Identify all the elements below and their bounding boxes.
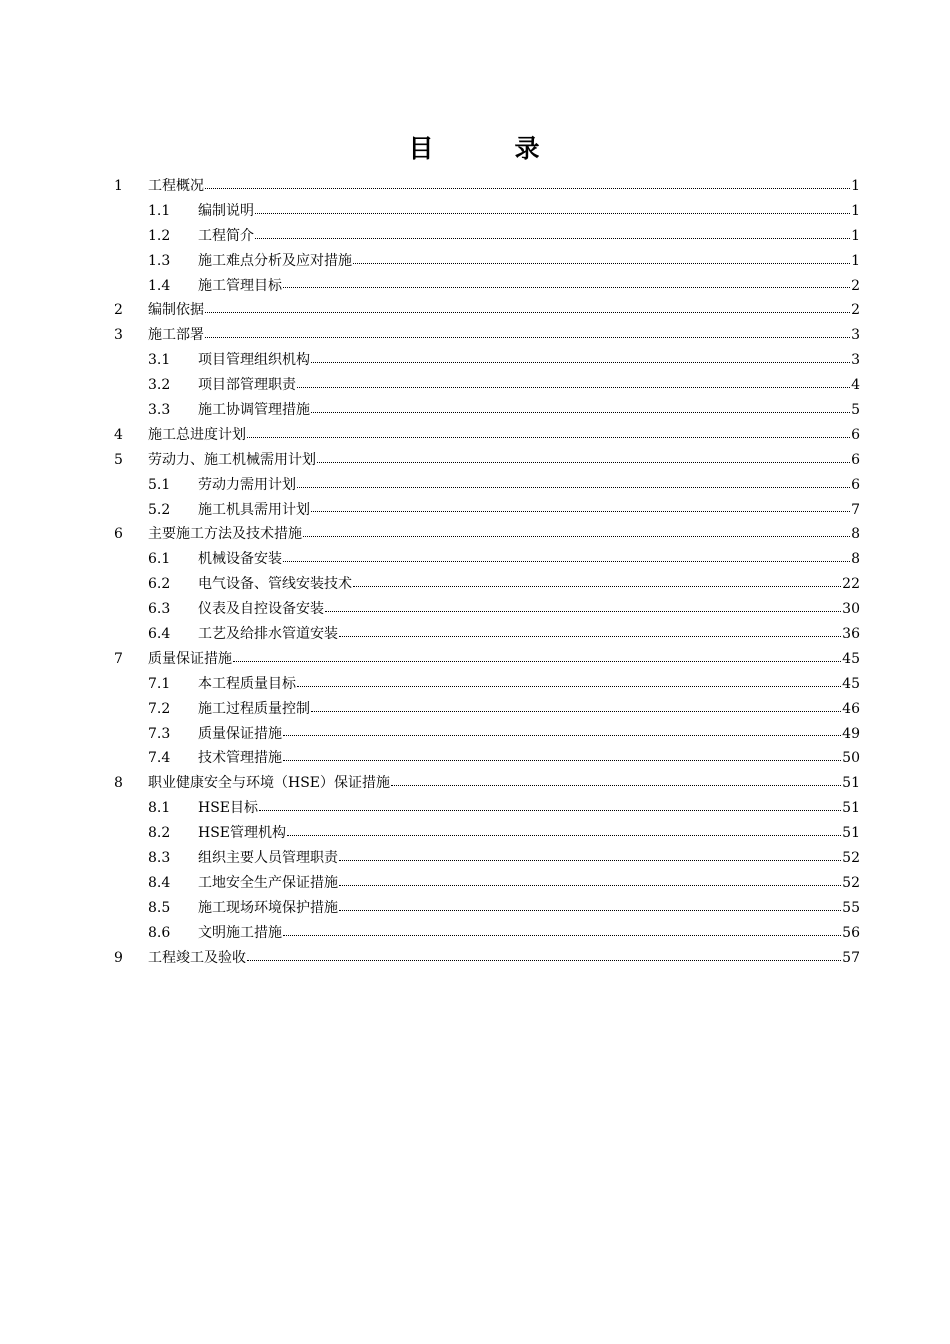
toc-dot-leader bbox=[339, 884, 841, 886]
toc-entry-page: 57 bbox=[842, 949, 860, 966]
toc-entry-page: 2 bbox=[851, 302, 860, 319]
toc-entry-number: 1.1 bbox=[148, 202, 171, 219]
toc-entry-title: 电气设备、管线安装技术 bbox=[198, 576, 352, 593]
toc-entry-page: 2 bbox=[851, 277, 860, 294]
toc-entry[interactable] bbox=[114, 821, 860, 846]
toc-entry-page: 51 bbox=[842, 825, 860, 842]
toc-entry-page: 46 bbox=[842, 700, 860, 717]
toc-entry-number: 3.1 bbox=[148, 352, 171, 369]
toc-entry-number: 3 bbox=[114, 327, 123, 344]
toc-entry-title: 编制说明 bbox=[198, 202, 254, 219]
toc-entry-title: 项目部管理职责 bbox=[198, 377, 296, 394]
toc-dot-leader bbox=[297, 386, 850, 388]
toc-entry-title: 工程概况 bbox=[148, 178, 204, 194]
toc-entry-number: 6.1 bbox=[148, 551, 171, 568]
toc-entry-title: 机械设备安装 bbox=[198, 551, 282, 568]
toc-dot-leader bbox=[247, 959, 841, 961]
toc-entry-title: 施工总进度计划 bbox=[148, 426, 246, 443]
toc-entry-page: 51 bbox=[842, 775, 860, 792]
toc-entry-number: 3.3 bbox=[148, 402, 171, 419]
toc-entry[interactable] bbox=[114, 224, 860, 249]
toc-entry-title: 施工难点分析及应对措施 bbox=[198, 252, 352, 269]
toc-entry-page: 8 bbox=[851, 551, 860, 568]
toc-entry-page: 6 bbox=[851, 451, 860, 468]
toc-entry-page: 45 bbox=[842, 675, 860, 692]
toc-entry-title: 文明施工措施 bbox=[198, 924, 282, 941]
toc-entry-page: 6 bbox=[851, 426, 860, 443]
toc-entry[interactable] bbox=[114, 522, 860, 547]
toc-dot-leader bbox=[233, 660, 841, 662]
toc-entry[interactable] bbox=[114, 398, 860, 423]
toc-entry-title: 劳动力、施工机械需用计划 bbox=[148, 451, 316, 468]
toc-entry-title: 本工程质量目标 bbox=[198, 675, 296, 692]
toc-entry-number: 1.3 bbox=[148, 252, 171, 269]
toc-entry-title: 主要施工方法及技术措施 bbox=[148, 526, 302, 543]
toc-dot-leader bbox=[283, 734, 841, 736]
toc-entry[interactable] bbox=[114, 672, 860, 697]
toc-entry[interactable] bbox=[114, 771, 860, 796]
toc-entry-page: 3 bbox=[851, 327, 860, 344]
toc-dot-leader bbox=[283, 286, 850, 288]
toc-dot-leader bbox=[297, 685, 841, 687]
toc-entry[interactable] bbox=[114, 274, 860, 299]
toc-entry-number: 6.4 bbox=[148, 626, 171, 643]
toc-entry-page: 3 bbox=[851, 352, 860, 369]
toc-entry[interactable] bbox=[114, 547, 860, 572]
toc-entry-title: 劳动力需用计划 bbox=[198, 476, 296, 493]
toc-entry[interactable] bbox=[114, 846, 860, 871]
toc-entry-page: 8 bbox=[851, 526, 860, 543]
toc-dot-leader bbox=[311, 510, 850, 512]
toc-entry[interactable] bbox=[114, 473, 860, 498]
toc-entry-number: 8.5 bbox=[148, 899, 171, 916]
toc-entry-title: HSE目标 bbox=[198, 800, 259, 817]
toc-entry-page: 1 bbox=[851, 252, 860, 269]
toc-title: 目 录 bbox=[408, 134, 568, 163]
toc-entry[interactable] bbox=[114, 199, 860, 224]
toc-dot-leader bbox=[205, 187, 850, 189]
table-of-contents bbox=[114, 174, 860, 971]
toc-entry-number: 8.2 bbox=[148, 825, 171, 842]
toc-entry-title: 工艺及给排水管道安装 bbox=[198, 626, 338, 643]
toc-entry[interactable] bbox=[114, 946, 860, 971]
toc-dot-leader bbox=[283, 759, 841, 761]
toc-entry[interactable] bbox=[114, 597, 860, 622]
toc-entry-number: 8.6 bbox=[148, 924, 171, 941]
toc-entry-page: 45 bbox=[842, 650, 860, 667]
toc-entry-number: 1.2 bbox=[148, 227, 171, 244]
toc-entry-number: 5.1 bbox=[148, 476, 171, 493]
toc-entry-number: 5 bbox=[114, 451, 123, 468]
toc-entry-title: 质量保证措施 bbox=[198, 725, 282, 742]
toc-dot-leader bbox=[353, 585, 841, 587]
toc-entry-title: 工程竣工及验收 bbox=[148, 949, 246, 966]
toc-entry[interactable] bbox=[114, 448, 860, 473]
toc-entry-page: 1 bbox=[851, 227, 860, 244]
toc-dot-leader bbox=[255, 237, 850, 239]
toc-entry[interactable] bbox=[114, 323, 860, 348]
toc-entry-title: 仪表及自控设备安装 bbox=[198, 601, 324, 618]
toc-dot-leader bbox=[297, 486, 850, 488]
toc-entry-page: 4 bbox=[851, 377, 860, 394]
toc-entry[interactable] bbox=[114, 348, 860, 373]
toc-entry[interactable] bbox=[114, 498, 860, 523]
toc-entry-number: 7.4 bbox=[148, 750, 171, 767]
toc-entry-title: 组织主要人员管理职责 bbox=[198, 850, 338, 867]
toc-dot-leader bbox=[205, 336, 850, 338]
toc-entry[interactable] bbox=[114, 722, 860, 747]
toc-entry[interactable] bbox=[114, 572, 860, 597]
toc-entry-title: 职业健康安全与环境（HSE）保证措施 bbox=[148, 775, 391, 792]
toc-entry-number: 7.1 bbox=[148, 675, 171, 692]
toc-entry-number: 6 bbox=[114, 526, 123, 543]
toc-entry-number: 1.4 bbox=[148, 277, 171, 294]
toc-dot-leader bbox=[287, 834, 841, 836]
toc-dot-leader bbox=[339, 909, 841, 911]
toc-entry-number: 9 bbox=[114, 949, 123, 966]
toc-entry-title: 施工管理目标 bbox=[198, 277, 282, 294]
toc-entry[interactable] bbox=[114, 174, 860, 199]
toc-entry[interactable] bbox=[114, 249, 860, 274]
toc-entry-page: 6 bbox=[851, 476, 860, 493]
toc-entry[interactable] bbox=[114, 896, 860, 921]
toc-entry-title: 施工机具需用计划 bbox=[198, 501, 310, 518]
toc-dot-leader bbox=[391, 784, 841, 786]
toc-entry-title: 施工现场环境保护措施 bbox=[198, 899, 338, 916]
toc-entry-title: 施工过程质量控制 bbox=[198, 700, 310, 717]
toc-entry-title: 项目管理组织机构 bbox=[198, 352, 310, 369]
toc-dot-leader bbox=[259, 809, 841, 811]
toc-dot-leader bbox=[283, 934, 841, 936]
toc-entry-title: HSE管理机构 bbox=[198, 825, 287, 842]
toc-entry-page: 50 bbox=[842, 750, 860, 767]
toc-entry-title: 质量保证措施 bbox=[148, 650, 232, 667]
toc-entry[interactable] bbox=[114, 871, 860, 896]
toc-entry[interactable] bbox=[114, 921, 860, 946]
toc-entry-page: 7 bbox=[851, 501, 860, 518]
toc-entry-page: 22 bbox=[842, 576, 860, 593]
toc-entry-page: 51 bbox=[842, 800, 860, 817]
toc-entry-number: 6.3 bbox=[148, 601, 171, 618]
toc-dot-leader bbox=[339, 859, 841, 861]
toc-entry-page: 52 bbox=[842, 850, 860, 867]
toc-dot-leader bbox=[339, 635, 841, 637]
toc-entry-title: 编制依据 bbox=[148, 302, 204, 319]
toc-entry-page: 36 bbox=[842, 626, 860, 643]
toc-entry-number: 8.1 bbox=[148, 800, 171, 817]
toc-entry-page: 30 bbox=[842, 601, 860, 618]
toc-dot-leader bbox=[311, 710, 841, 712]
toc-entry-number: 2 bbox=[114, 302, 123, 319]
toc-entry-page: 55 bbox=[842, 899, 860, 916]
toc-entry-page: 1 bbox=[851, 202, 860, 219]
toc-entry-number: 3.2 bbox=[148, 377, 171, 394]
toc-dot-leader bbox=[205, 311, 850, 313]
toc-entry[interactable] bbox=[114, 746, 860, 771]
toc-entry-number: 5.2 bbox=[148, 501, 171, 518]
toc-entry-page: 52 bbox=[842, 874, 860, 891]
toc-entry[interactable] bbox=[114, 647, 860, 672]
toc-entry-number: 6.2 bbox=[148, 576, 171, 593]
toc-dot-leader bbox=[255, 212, 850, 214]
toc-entry[interactable] bbox=[114, 622, 860, 647]
toc-entry-page: 56 bbox=[842, 924, 860, 941]
toc-entry-page: 5 bbox=[851, 402, 860, 419]
toc-entry-number: 8.3 bbox=[148, 850, 171, 867]
toc-entry-title: 施工部署 bbox=[148, 327, 204, 344]
toc-entry-number: 8 bbox=[114, 775, 123, 792]
toc-entry[interactable] bbox=[114, 796, 860, 821]
toc-entry-number: 4 bbox=[114, 426, 123, 443]
toc-dot-leader bbox=[247, 436, 850, 438]
toc-entry-title: 技术管理措施 bbox=[198, 750, 282, 767]
toc-entry-page: 1 bbox=[851, 178, 860, 194]
toc-dot-leader bbox=[303, 535, 850, 537]
toc-dot-leader bbox=[311, 411, 850, 413]
toc-dot-leader bbox=[311, 361, 850, 363]
toc-entry-number: 8.4 bbox=[148, 874, 171, 891]
toc-dot-leader bbox=[317, 461, 850, 463]
toc-entry-title: 工程简介 bbox=[198, 227, 254, 244]
toc-entry[interactable] bbox=[114, 423, 860, 448]
toc-dot-leader bbox=[283, 560, 850, 562]
toc-entry-title: 工地安全生产保证措施 bbox=[198, 874, 338, 891]
toc-entry[interactable] bbox=[114, 697, 860, 722]
toc-entry[interactable] bbox=[114, 373, 860, 398]
toc-dot-leader bbox=[353, 262, 850, 264]
toc-entry-number: 7.3 bbox=[148, 725, 171, 742]
toc-entry-number: 7 bbox=[114, 650, 123, 667]
toc-entry-number: 1 bbox=[114, 178, 123, 194]
toc-entry-number: 7.2 bbox=[148, 700, 171, 717]
toc-entry-title: 施工协调管理措施 bbox=[198, 402, 310, 419]
toc-entry[interactable] bbox=[114, 298, 860, 323]
toc-dot-leader bbox=[325, 610, 841, 612]
toc-entry-page: 49 bbox=[842, 725, 860, 742]
